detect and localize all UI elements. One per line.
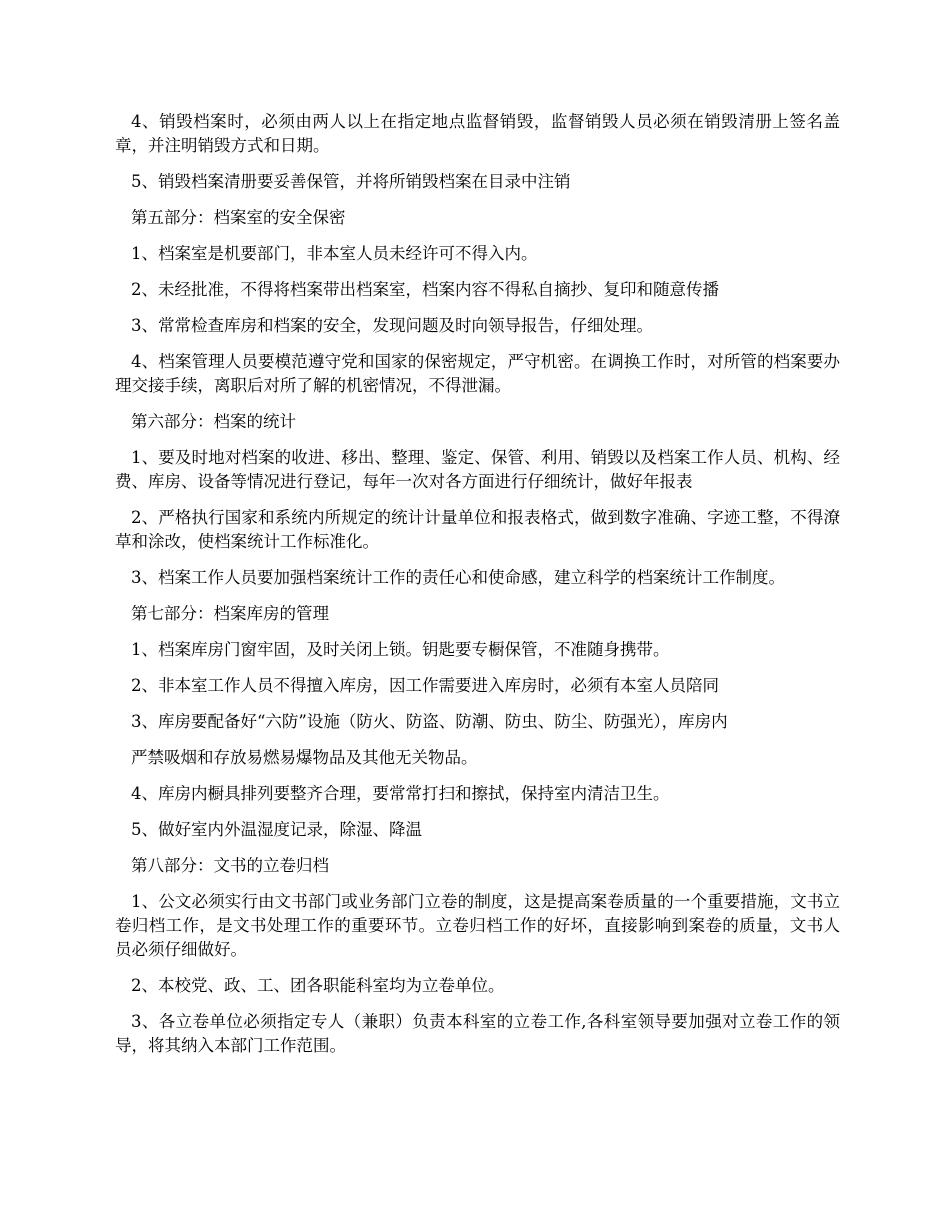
paragraph: 4、库房内橱具排列要整齐合理，要常常打扫和擦拭，保持室内清洁卫生。 [131, 784, 670, 803]
paragraph: 2、本校党、政、工、团各职能科室均为立卷单位。 [131, 976, 505, 995]
paragraph: 1、档案库房门窗牢固，及时关闭上锁。钥匙要专橱保管，不准随身携带。 [131, 640, 670, 659]
paragraph: 3、档案工作人员要加强档案统计工作的责任心和使命感，建立科学的档案统计工作制度。 [131, 568, 785, 587]
section-heading: 第七部分：档案库房的管理 [131, 604, 329, 623]
paragraph: 2、非本室工作人员不得擅入库房，因工作需要进入库房时，必须有本室人员陪同 [131, 676, 719, 695]
paragraph: 3、各立卷单位必须指定专人（兼职）负责本科室的立卷工作,各科室领导要加强对立卷工作的领导，将其纳入本部门工作范围。 [115, 1012, 840, 1055]
paragraph: 3、常常检查库房和档案的安全，发现问题及时向领导报告，仔细处理。 [131, 316, 653, 335]
paragraph: 1、档案室是机要部门，非本室人员未经许可不得入内。 [131, 244, 538, 263]
paragraph: 1、要及时地对档案的收进、移出、整理、鉴定、保管、利用、销毁以及档案工作人员、机构、经费、库房、设备等情况进行登记，每年一次对各方面进行仔细统计，做好年报表 [115, 448, 840, 491]
paragraph: 4、档案管理人员要模范遵守党和国家的保密规定，严守机密。在调换工作时，对所管的档案要办理交接手续，离职后对所了解的机密情况，不得泄漏。 [115, 352, 840, 395]
paragraph: 1、公文必须实行由文书部门或业务部门立卷的制度，这是提高案卷质量的一个重要措施，文书立卷归档工作，是文书处理工作的重要环节。立卷归档工作的好坏，直接影响到案卷的质量，文书人员必须仔细做好。 [115, 892, 840, 959]
paragraph: 4、销毁档案时，必须由两人以上在指定地点监督销毁，监督销毁人员必须在销毁清册上签名盖章，并注明销毁方式和日期。 [115, 112, 840, 155]
paragraph: 5、销毁档案清册要妥善保管，并将所销毁档案在目录中注销 [131, 172, 571, 191]
section-heading: 第八部分：文书的立卷归档 [131, 856, 329, 875]
paragraph: 5、做好室内外温湿度记录，除湿、降温 [131, 820, 422, 839]
section-heading: 第五部分：档案室的安全保密 [131, 208, 346, 227]
paragraph: 严禁吸烟和存放易燃易爆物品及其他无关物品。 [131, 748, 478, 767]
document-body [115, 110, 840, 1070]
paragraph: 3、库房要配备好“六防”设施（防火、防盗、防潮、防虫、防尘、防强光），库房内 [131, 712, 728, 731]
paragraph: 2、严格执行国家和系统内所规定的统计计量单位和报表格式，做到数字准确、字迹工整，不得潦草和涂改，使档案统计工作标准化。 [115, 508, 840, 551]
paragraph: 2、未经批准，不得将档案带出档案室，档案内容不得私自摘抄、复印和随意传播 [131, 280, 719, 299]
section-heading: 第六部分：档案的统计 [131, 412, 296, 431]
